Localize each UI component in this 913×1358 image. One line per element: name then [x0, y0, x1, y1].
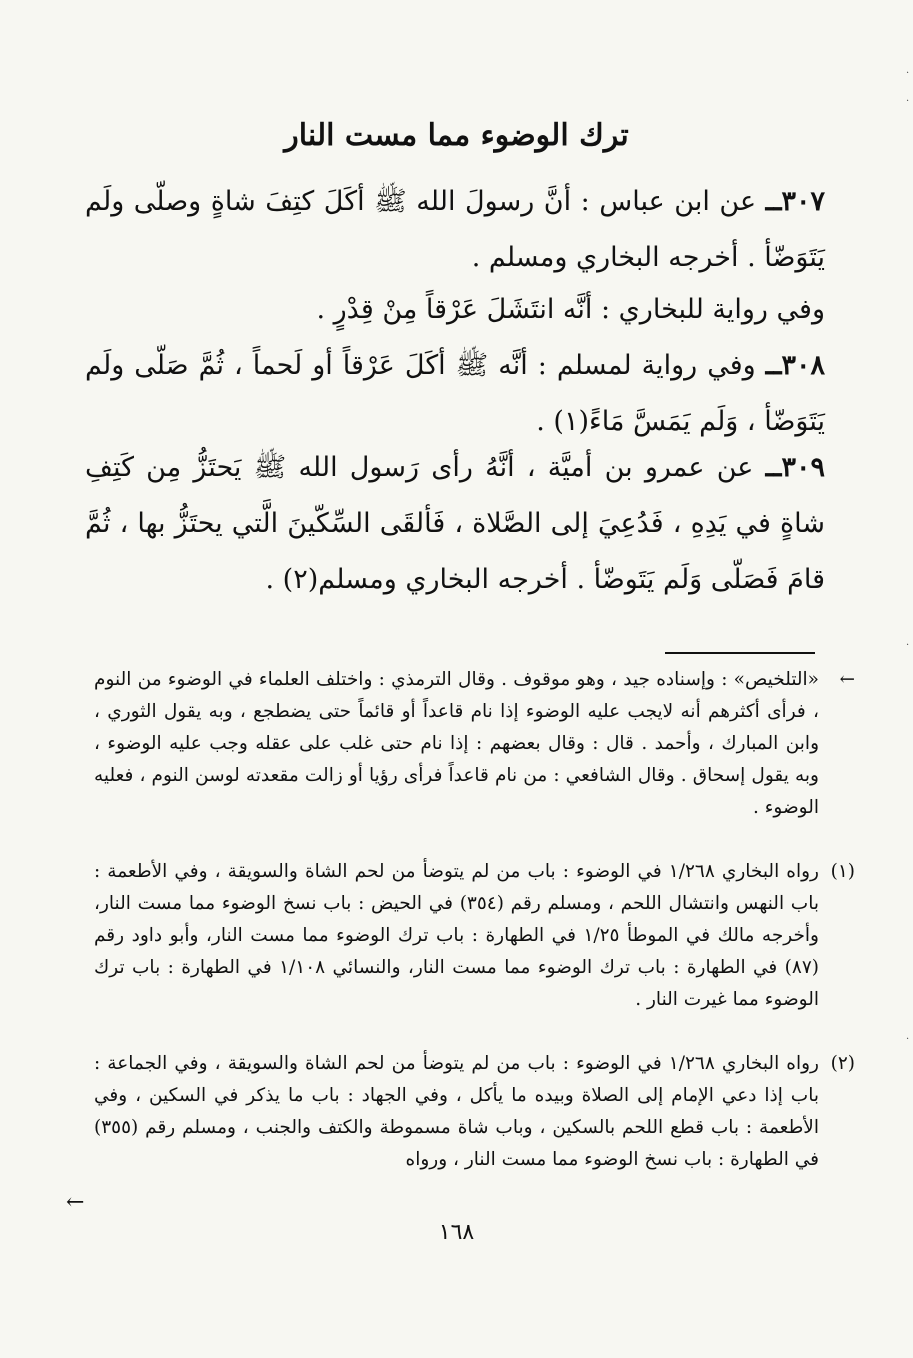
hadith-number: ٣٠٨ــ	[765, 350, 825, 381]
hadith-text: عن عمرو بن أميَّة ، أنَّهُ رأى رَسول الله ﷺ يَحتَزُّ مِن كَتِفِ شاةٍ في يَدِهِ ، فَدُعِيَ إلى الصَّلاة ، فَألقَى السِّكّينَ الَّتي يحتَزُّ بها ، ثُمَّ قامَ فَصَلّى وَلَم يَتَوضّأ . أخرجه البخاري ومسلم(٢) .	[85, 452, 825, 595]
scan-margin-mark: ·	[906, 68, 910, 79]
footnote-text: «التلخيص» : وإسناده جيد ، وهو موقوف . وقال الترمذي : واختلف العلماء في الوضوء من النوم ، فرأى أكثرهم أنه لايجب عليه الوضوء إذا نام قاعداً أو قائماً حتى يضطجع ، وبه يقول الثوري ، وابن المبارك ، وأحمد . قال : وقال بعضهم : إذا نام حتى غلب على عقله وجب عليه الوضوء ، وبه يقول إسحاق . وقال الشافعي : من نام قاعداً فرأى رؤيا أو زالت مقعدته لوسن النوم ، فعليه الوضوء .	[94, 669, 819, 818]
hadith-309	[85, 440, 825, 608]
footnote-divider	[665, 652, 815, 654]
footnote-marker: (١)	[830, 861, 855, 882]
page-number: ١٦٨	[438, 1220, 475, 1245]
footnote-text: رواه البخاري ١/٢٦٨ في الوضوء : باب من لم يتوضأ من لحم الشاة والسويقة ، وفي الأطعمة : باب النهس وانتشال اللحم ، ومسلم رقم (٣٥٤) في الحيض : باب نسخ الوضوء مما مست النار، وأخرجه مالك في الموطأ ١/٢٥ في الطهارة : باب ترك الوضوء مما مست النار، وأبو داود رقم (٨٧) في الطهارة : باب ترك الوضوء مما مست النار، والنسائي ١/١٠٨ في الطهارة : باب ترك الوضوء مما غيرت النار .	[94, 861, 820, 1010]
scan-margin-mark: ·	[906, 1034, 910, 1045]
scan-margin-mark: ·	[906, 96, 910, 107]
hadith-text: وفي رواية لمسلم : أنَّه ﷺ أكَلَ عَرْقاً أو لَحماً ، ثُمَّ صَلّى ولَم يَتَوَضّأ ، وَلَم يَمَسَّ مَاءً(١) .	[85, 350, 825, 437]
continuation-arrow-icon: ←	[839, 669, 855, 690]
footnote-marker: (٢)	[830, 1053, 855, 1074]
footnote-1	[94, 856, 855, 1016]
hadith-number: ٣٠٩ــ	[765, 452, 825, 483]
hadith-308	[85, 338, 825, 450]
hadith-text: عن ابن عباس : أنَّ رسولَ الله ﷺ أكَلَ كتِفَ شاةٍ وصلّى ولَم يَتَوَضّأ . أخرجه البخاري ومسلم .	[85, 186, 825, 273]
hadith-307	[85, 174, 825, 286]
next-page-arrow-icon: ←	[66, 1190, 85, 1215]
bukhari-variant: وفي رواية للبخاري : أنَّه انتَشَلَ عَرْقاً مِنْ قِدْرٍ .	[316, 294, 825, 325]
hadith-number: ٣٠٧ــ	[765, 186, 825, 217]
chapter-title: ترك الوضوء مما مست النار	[284, 118, 629, 153]
footnote-text: رواه البخاري ١/٢٦٨ في الوضوء : باب من لم يتوضأ من لحم الشاة والسويقة ، وفي الجماعة : باب إذا دعي الإمام إلى الصلاة وبيده ما يأكل ، وفي الجهاد : باب ما يذكر في السكين ، وفي الأطعمة : باب قطع اللحم بالسكين ، وباب شاة مسموطة والكتف والجنب ، ومسلم رقم (٣٥٥) في الطهارة : باب نسخ الوضوء مما مست النار ، ورواه	[94, 1053, 819, 1170]
footnote-continuation	[94, 664, 855, 824]
scan-margin-mark: ·	[906, 640, 910, 651]
footnote-2	[94, 1048, 855, 1176]
